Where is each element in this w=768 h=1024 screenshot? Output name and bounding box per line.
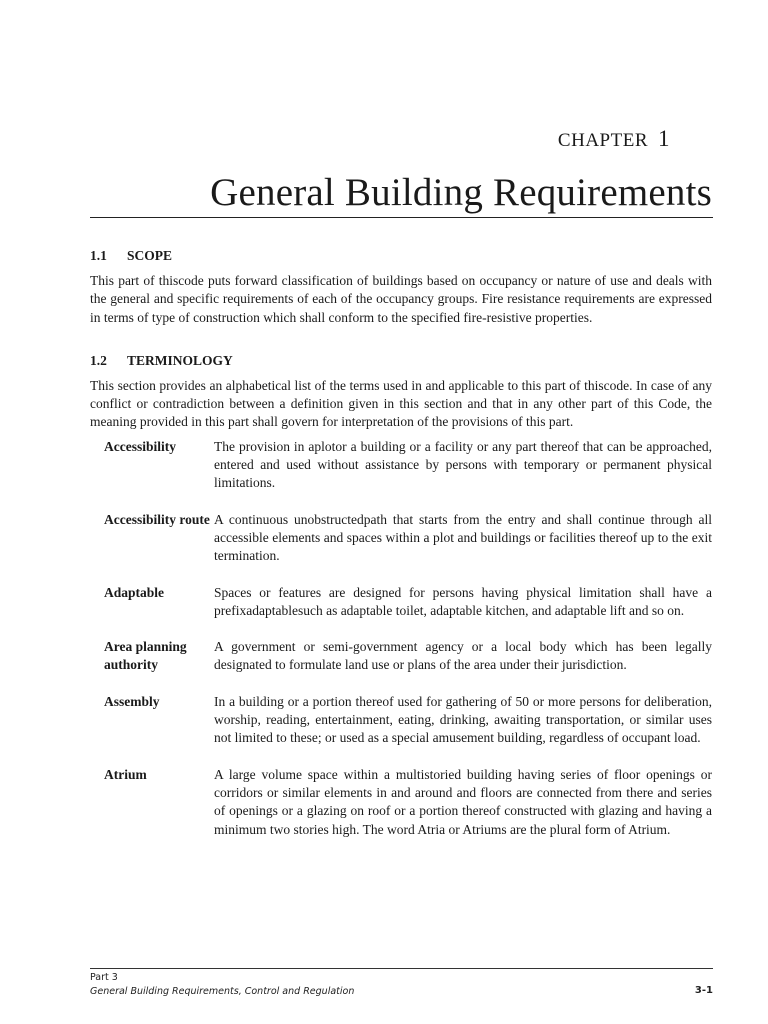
section-number: 1.2: [90, 352, 107, 368]
definition-term: Assembly: [104, 693, 160, 709]
section-number: 1.1: [90, 248, 107, 263]
chapter-label: [558, 126, 670, 152]
footer-divider: [90, 968, 713, 969]
definition-text: In a building or a portion thereof used for gathering of 50 or more persons for deliberation, worship, reading, entertainment, eating, drinking, awaiting transportation, or similar uses not limited to these; or used as a special amusement building, regardless of occupant load.: [214, 693, 712, 746]
section-title: TERMINOLOGY: [127, 352, 233, 368]
definition-row: [90, 511, 712, 566]
chapter-word: CHAPTER: [557, 130, 648, 151]
section-scope: [90, 248, 712, 327]
section-terminology: [90, 353, 712, 432]
definition-row: [90, 638, 712, 675]
section-heading: [90, 353, 712, 371]
definition-list: [90, 438, 712, 839]
definition-term: Accessibility route: [104, 511, 210, 527]
definition-row: [90, 584, 712, 621]
title-divider: [90, 217, 713, 218]
definition-text: A large volume space within a multistoried building having series of floor openings or corridors or similar elements in and around and floors are connected from there and series of openings or a glazing on roof or a portion thereof constructed with glazing and having a minimum two stories high. The word Atria or Atriums are the plural form of Atrium.: [214, 766, 712, 837]
definition-row: [90, 438, 712, 493]
definition-term: Area planning authority: [104, 639, 187, 673]
section-paragraph: This part of thiscode puts forward classification of buildings based on occupancy or nature of use and deals with the general and specific requirements of each of the occupancy groups. Fire resistance requirements are expressed in terms of type of construction which shall conform to the specified fire-resistive properties.: [90, 273, 712, 325]
document-body: [90, 248, 712, 857]
definition-term: Atrium: [104, 766, 147, 782]
definition-row: [90, 693, 712, 748]
footer-subtitle: General Building Requirements, Control and Regulation: [90, 986, 355, 997]
page-footer: [90, 971, 713, 999]
definition-term: Accessibility: [104, 438, 176, 454]
definition-row: [90, 766, 712, 839]
page-title: General Building Requirements: [210, 171, 712, 214]
definition-text: Spaces or features are designed for persons having physical limitation shall have a prefixadaptablesuch as adaptable toilet, adaptable kitchen, and adaptable lift and so on.: [214, 584, 712, 618]
section-paragraph: This section provides an alphabetical list of the terms used in and applicable to this part of thiscode. In case of any conflict or contradiction between a definition given in this section and that in any other part of this Code, the meaning provided in this part shall govern for interpretation of the provisions of this part.: [90, 377, 712, 430]
section-heading: [90, 248, 712, 266]
definition-text: A continuous unobstructedpath that starts from the entry and shall continue through all accessible elements and spaces within a plot and buildings or facilities thereof up to the exit termination.: [214, 511, 712, 564]
chapter-number: 1: [658, 126, 670, 151]
section-title: SCOPE: [127, 248, 173, 263]
footer-part: Part 3: [90, 972, 118, 983]
definition-term: Adaptable: [104, 584, 165, 600]
definition-text: A government or semi-government agency or a local body which has been legally designated to formulate land use or plans of the area under their jurisdiction.: [214, 639, 712, 673]
page-number: 3-1: [694, 985, 713, 996]
definition-text: The provision in aplotor a building or a facility or any part thereof that can be approached, entered and used without assistance by persons with temporary or permanent physical limitations.: [214, 438, 712, 491]
